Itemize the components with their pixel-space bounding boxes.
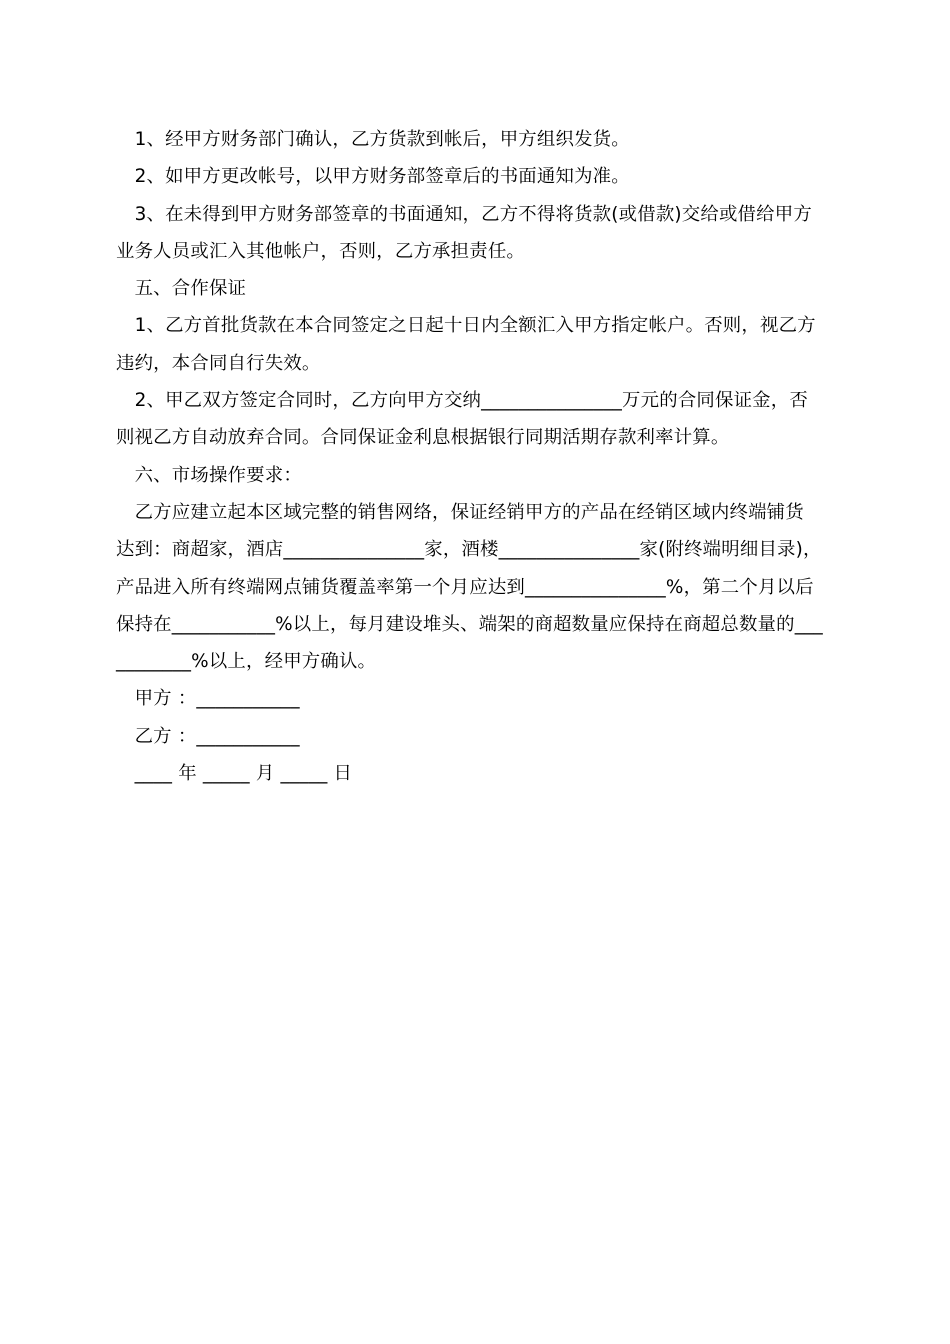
signature-party-a: 甲方 ：___________ — [116, 688, 300, 710]
clause-guarantee-2-line-1: 2、甲乙双方签定合同时，乙方向甲方交纳_______________万元的合同保证金，否 — [116, 390, 808, 412]
section-heading-guarantee: 五、合作保证 — [116, 278, 247, 300]
clause-payment-3-line-1: 3、在未得到甲方财务部签章的书面通知，乙方不得将货款(或借款)交给或借给甲方 — [116, 203, 812, 225]
clause-guarantee-1-line-2: 违约，本合同自行失效。 — [116, 352, 321, 374]
clause-payment-3-line-2: 业务人员或汇入其他帐户，否则，乙方承担责任。 — [116, 240, 525, 262]
clause-market-line-5: ________%以上，经甲方确认。 — [116, 651, 377, 673]
clause-guarantee-1-line-1: 1、乙方首批货款在本合同签定之日起十日内全额汇入甲方指定帐户。否则，视乙方 — [116, 315, 816, 337]
contract-text — [116, 121, 838, 792]
clause-market-line-3: 产品进入所有终端网点铺货覆盖率第一个月应达到_______________%，第二个月以后 — [116, 576, 814, 598]
signature-date: ____ 年 _____ 月 _____ 日 — [116, 763, 353, 785]
section-heading-market: 六、市场操作要求： — [116, 464, 302, 486]
clause-payment-1: 1、经甲方财务部门确认，乙方货款到帐后，甲方组织发货。 — [116, 129, 630, 150]
clause-market-line-2: 达到：商超家，酒店_______________家，酒楼_______________家(附终端明细目录)， — [116, 539, 822, 561]
clause-guarantee-2-line-2: 则视乙方自动放弃合同。合同保证金利息根据银行同期活期存款利率计算。 — [116, 427, 730, 449]
signature-party-b: 乙方 ：___________ — [116, 725, 300, 747]
clause-market-line-1: 乙方应建立起本区域完整的销售网络，保证经销甲方的产品在经销区域内终端铺货 — [116, 501, 804, 523]
clause-payment-2: 2、如甲方更改帐号，以甲方财务部签章后的书面通知为准。 — [116, 166, 630, 188]
clause-market-line-4: 保持在___________%以上，每月建设堆头、端架的商超数量应保持在商超总数量的___ — [116, 613, 823, 635]
